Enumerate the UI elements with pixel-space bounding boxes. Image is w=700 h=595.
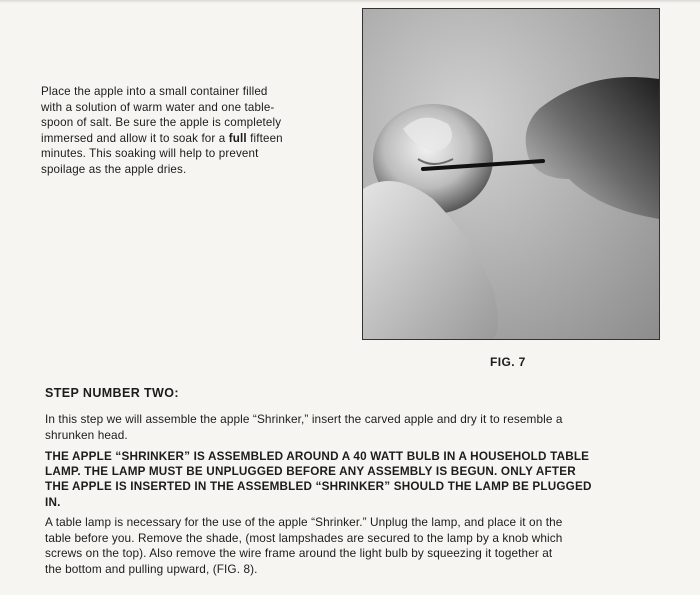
intro-line: spoon of salt. Be sure the apple is completely: [41, 116, 282, 129]
photo-illustration: [363, 9, 659, 339]
paragraph-line: A table lamp is necessary for the use of the apple “Shrinker.” Unplug the lamp, and place it on the: [45, 515, 563, 529]
warning-line: THE APPLE IS INSERTED IN THE ASSEMBLED “SHRINKER” SHOULD THE LAMP BE PLUGGED: [45, 480, 592, 494]
intro-line: [41, 131, 341, 147]
intro-line-text: immersed and allow it to soak for a: [41, 131, 229, 145]
warning-line: IN.: [45, 495, 61, 509]
intro-line: spoilage as the apple dries.: [41, 162, 187, 176]
step-intro-paragraph: [45, 412, 670, 443]
apple-carving-photo: [362, 8, 660, 340]
intro-paragraph: [41, 84, 341, 177]
intro-line: minutes. This soaking will help to prevent: [41, 147, 259, 160]
paragraph-line: table before you. Remove the shade, (most lampshades are secured to the lamp by a knob which: [45, 530, 563, 545]
intro-line-tail: fifteen: [246, 131, 283, 145]
intro-emphasis: full: [228, 131, 247, 145]
paragraph-line: the bottom and pulling upward, (FIG. 8).: [45, 561, 258, 576]
warning-line: THE APPLE “SHRINKER” IS ASSEMBLED AROUND A 40 WATT BULB IN A HOUSEHOLD TABLE: [45, 450, 590, 463]
warning-line: LAMP. THE LAMP MUST BE UNPLUGGED BEFORE ANY ASSEMBLY IS BEGUN. ONLY AFTER: [45, 465, 576, 479]
figure-caption: FIG. 7: [490, 355, 526, 369]
intro-line: Place the apple into a small container filled: [41, 85, 268, 98]
scan-edge: [0, 0, 700, 3]
paragraph-line: In this step we will assemble the apple “Shrinker,” insert the carved apple and dry it to resemble a: [45, 412, 563, 426]
paragraph-line: shrunken head.: [45, 427, 128, 442]
lamp-instructions-paragraph: [45, 515, 670, 577]
warning-paragraph: [45, 449, 670, 510]
intro-line: with a solution of warm water and one table-: [41, 100, 275, 114]
step-heading: STEP NUMBER TWO:: [45, 386, 179, 400]
paragraph-line: screws on the top). Also remove the wire frame around the light bulb by squeezing it together at: [45, 546, 553, 560]
